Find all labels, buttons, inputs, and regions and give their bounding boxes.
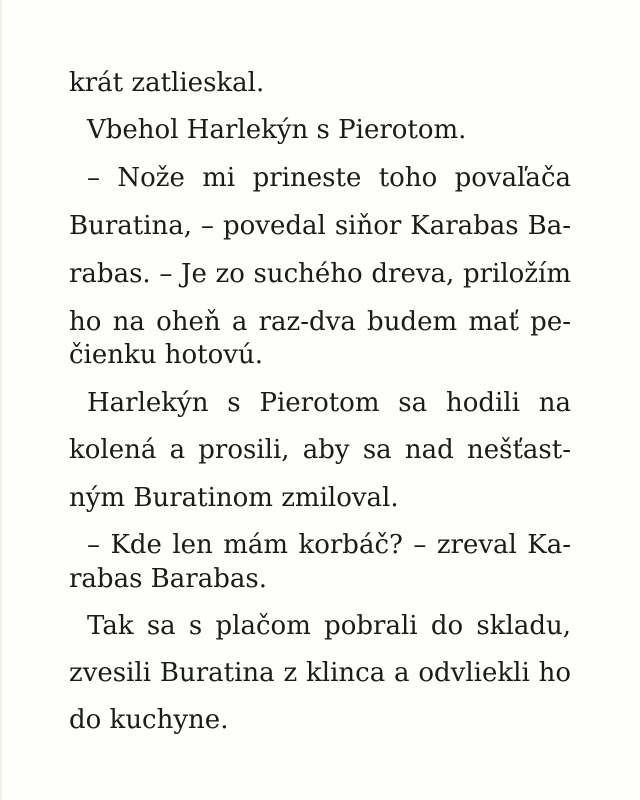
text-line: – Kde len mám korbáč? – zreval Ka- [87,530,571,560]
text-line: – Nože mi prineste toho povaľača [87,163,571,193]
text-line: Vbehol Harlekýn s Pierotom. [87,115,467,145]
text-line: rabas. – Je zo suchého dreva, priložím [69,259,571,289]
text-line: krát zatlieskal. [69,68,265,98]
text-line: Buratina, – povedal siňor Karabas Ba- [69,211,571,241]
text-line: ho na oheň a raz-dva budem mať pe- [69,307,571,337]
text-line: ným Buratinom zmiloval. [69,483,399,513]
text-line: do kuchyne. [69,705,229,735]
text-line: Harlekýn s Pierotom sa hodili na [87,388,571,418]
text-line: kolená a prosili, aby sa nad nešťast- [69,435,571,465]
text-line: rabas Barabas. [69,564,267,594]
text-line: zvesili Buratina z klinca a odvliekli ho [69,658,571,688]
text-line: Tak sa s plačom pobrali do skladu, [87,611,571,641]
text-line: čienku hotovú. [69,340,263,370]
